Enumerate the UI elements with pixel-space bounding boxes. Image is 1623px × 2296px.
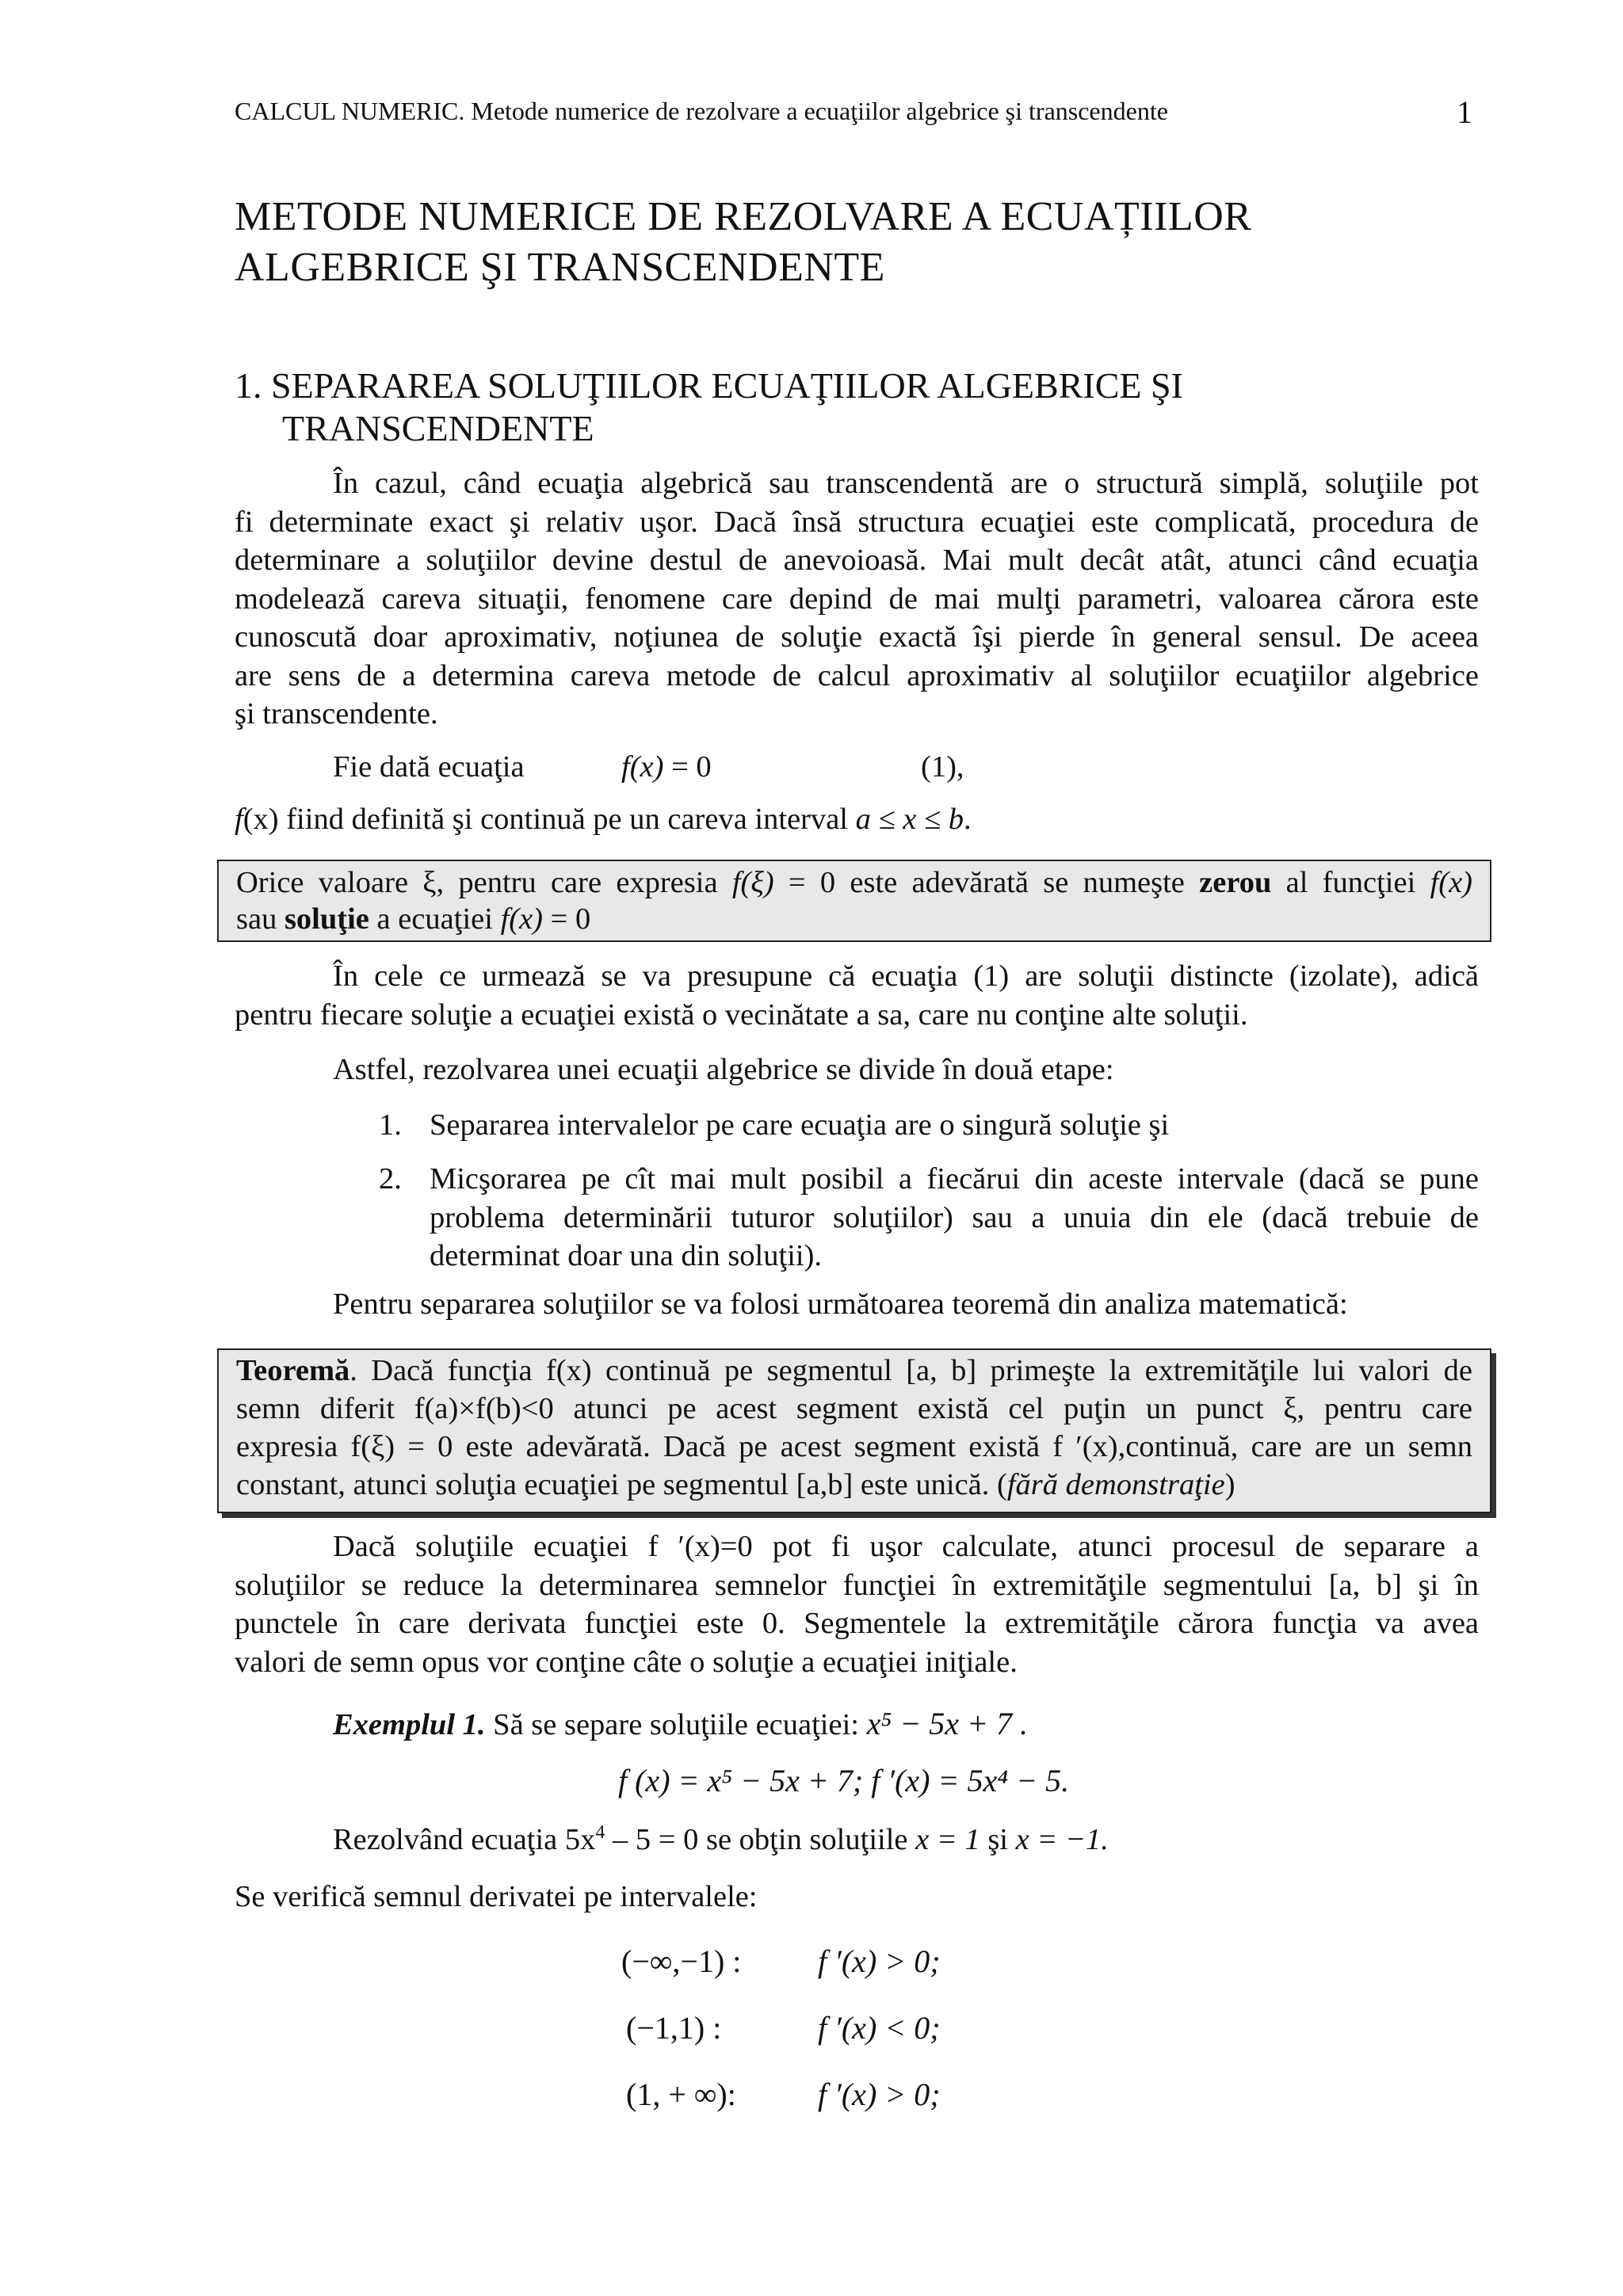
sign-table-sign: f ′(x) < 0; [818, 2010, 941, 2046]
text-line: punctele în care derivata funcţiei este 0. Segmentele la extremităţile cărora funcţia va avea [235, 1607, 1479, 1640]
text-line: are sens de a determina careva metode de calcul aproximativ al soluţiilor ecuaţiilor algebrice [235, 658, 1479, 692]
isolated-solutions-paragraph [235, 957, 1479, 1034]
text-line: modelează careva situaţii, fenomene care depind de mai mulţi parametri, valoarea cărora este [235, 582, 1479, 616]
section-heading-line-2: TRANSCENDENTE [282, 408, 594, 448]
text-line: şi transcendente. [235, 697, 438, 730]
equation-1: f(x) = 0 [621, 750, 712, 784]
list-number: 1. [379, 1108, 402, 1142]
text-line: expresia f(ξ) = 0 este adevărată. Dacă pe acest segment există f ′(x),continuă, care are un semn [236, 1430, 1472, 1463]
list-number: 2. [379, 1162, 402, 1196]
equation-1-lead: Fie dată ecuaţia [333, 750, 525, 784]
text-line: Dacă soluţiile ecuaţiei f ′(x)=0 pot fi uşor calculate, atunci procesul de separare a [333, 1530, 1479, 1563]
text-line: pentru fiecare soluţie a ecuaţiei există o vecinătate a sa, care nu conţine alte soluţii. [235, 997, 1248, 1032]
text-line: Orice valoare ξ, pentru care expresia f(ξ) = 0 este adevărată se numeşte zerou al funcţiei f(x) [236, 866, 1472, 899]
example-functions: f (x) = x⁵ − 5x + 7; f ′(x) = 5x⁴ − 5. [618, 1763, 1070, 1798]
text-line: Teoremă. Dacă funcţia f(x) continuă pe segmentul [a, b] primeşte la extremităţile lui valori de [236, 1354, 1472, 1387]
definition-box [217, 860, 1491, 942]
text-line: Separarea intervalelor pe care ecuaţia are o singură soluţie şi [430, 1108, 1170, 1142]
sign-table-sign: f ′(x) > 0; [818, 2077, 941, 2112]
text-line: determinare a soluţiilor devine destul de anevoioasă. Mai mult decât atât, atunci când ecuaţia [235, 543, 1479, 577]
text-line: cunoscută doar aproximativ, noţiunea de soluţie exactă îşi pierde în general sensul. De aceea [235, 620, 1479, 654]
text-line: determinat doar una din soluţii). [430, 1239, 823, 1272]
text-line: fi determinate exact şi relativ uşor. Dacă însă structura ecuaţiei este complicată, procedura de [235, 505, 1479, 539]
equation-1-number: (1), [921, 750, 964, 784]
text-line: În cele ce urmează se va presupune că ecuaţia (1) are soluţii distincte (izolate), adică [333, 959, 1479, 993]
page-title-line-1: METODE NUMERICE DE REZOLVARE A ECUAȚIILOR [235, 194, 1252, 239]
running-header: CALCUL NUMERIC. Metode numerice de rezolvare a ecuaţiilor algebrice şi transcendente [235, 97, 1168, 125]
list-item [430, 1106, 1479, 1145]
sign-table-interval: (−∞,−1) : [621, 1943, 742, 1979]
text-line: soluţiilor se reduce la determinarea semnelor funcţiei în extremităţile segmentului [a, b] şi în [235, 1568, 1479, 1602]
intro-paragraph [235, 464, 1479, 734]
list-item [430, 1160, 1479, 1276]
example-check: Se verifică semnul derivatei pe intervalele: [235, 1880, 758, 1913]
text-line: semn diferit f(a)×f(b)<0 atunci pe acest segment există cel puţin un punct ξ, pentru care [236, 1392, 1472, 1425]
derivative-paragraph [235, 1527, 1479, 1681]
page-title-line-2: ALGEBRICE ŞI TRANSCENDENTE [235, 245, 885, 290]
page-number: 1 [1457, 94, 1472, 130]
text-line: Micşorarea pe cît mai mult posibil a fiecărui din aceste intervale (dacă se pune [430, 1162, 1479, 1196]
stages-intro: Astfel, rezolvarea unei ecuaţii algebrice se divide în două etape: [333, 1053, 1114, 1086]
example-1: Exemplul 1. Să se separe soluţiile ecuaţiei: x⁵ − 5x + 7 . [333, 1706, 1029, 1741]
theorem-text [236, 1352, 1472, 1504]
definition-text [236, 864, 1472, 937]
continuity-line: f(x) fiind definită şi continuă pe un careva interval a ≤ x ≤ b. [235, 803, 972, 836]
theorem-box [217, 1348, 1491, 1513]
text-line: problema determinării tuturor soluţiilor) sau a unuia din ele (dacă trebuie de [430, 1200, 1479, 1234]
section-heading-line-1: 1. SEPARAREA SOLUŢIILOR ECUAŢIILOR ALGEBRICE ŞI [235, 365, 1183, 406]
sign-table-interval: (−1,1) : [626, 2010, 722, 2046]
text-line: În cazul, când ecuaţia algebrică sau transcendentă are o structură simplă, soluţiile pot [333, 467, 1479, 500]
sign-table-interval: (1, + ∞): [626, 2077, 736, 2112]
example-solving: Rezolvând ecuaţia $5x^4 - 5 = 0$ se obţin soluţiile x = 1 şi x = −1. [333, 1822, 1109, 1856]
text-line: sau soluţie a ecuaţiei f(x) = 0 [236, 902, 591, 936]
text-line: valori de semn opus vor conţine câte o soluţie a ecuaţiei iniţiale. [235, 1645, 1018, 1679]
theorem-intro: Pentru separarea soluţiilor se va folosi următoarea teoremă din analiza matematică: [333, 1287, 1348, 1321]
text-line: constant, atunci soluţia ecuaţiei pe segmentul [a,b] este unică. (fără demonstraţie) [236, 1468, 1235, 1501]
sign-table-sign: f ′(x) > 0; [818, 1943, 941, 1979]
